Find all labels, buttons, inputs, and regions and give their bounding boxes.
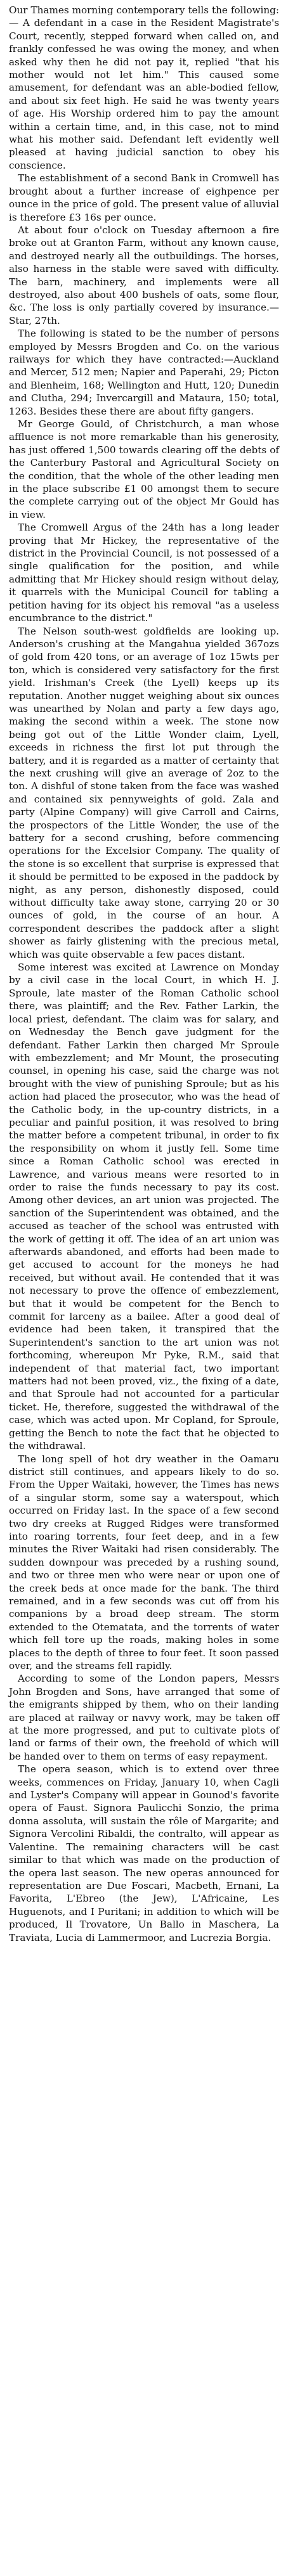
paragraph-cromwell-bank: The establishment of a second Bank in Cromwell has brought about a further increase of eighpence per ounce in the price of gold. The present value of alluvial is therefore £3 16s per ounce. [9,172,279,223]
paragraph-brogden-employees: The following is stated to be the number of persons employed by Messrs Brogden and Co. on the various railways for which they have contracted:—Auckland and Mercer, 512 men; Napier and Paperahi, 29; Picton and Blenheim, 168; Wellington and Hutt, 120; Dunedin and Clutha, 294; Invercargill and Mataura, 150; total, 1263. Besides these there are about fifty gangers. [9,328,279,417]
paragraph-nelson-goldfields: The Nelson south-west goldfields are looking up. Anderson's crushing at the Mangahua yielded 367ozs of gold from 420 tons, or an average of 1oz 15wts per ton, which is considered very satisfactory for the first yield. Irishman's Creek (the Lyell) keeps up its reputation. Another nugget weighing about six ounces was unearthed by Nolan and party a few days ago, making the second within a week. The stone now being got out of the Little Wonder claim, Lyell, exceeds in richness the first lot put through the battery, and it is regarded as a matter of certainty that the next crushing will give an average of 2oz to the ton. A dishful of stone taken from the face was washed and contained six pennyweights of gold. Zala and party (Alpine Company) will give Carroll and Cairns, the prospectors of the Little Wonder, the use of the battery for a second crushing, before commencing operations for the Excelsior Company. The quality of the stone is so excellent that surprise is expressed that it should be permitted to be exposed in the paddock by night, as any person, dishonestly disposed, could without difficulty take away stone, carrying 20 or 30 ounces of gold, in the course of an hour. A correspondent describes the paddock after a slight shower as fairly glistening with the precious metal, which was quite observable a few paces distant. [9,625,279,960]
paragraph-oamaru-weather: The long spell of hot dry weather in the Oamaru district still continues, and appears likely to do so. From the Upper Waitaki, however, the Times has news of a singular storm, some say a waterspout, which occurred on Friday last. In the space of a few second two dry creeks at Rugged Ridges were transformed into roaring torrents, four feet deep, and in a few minutes the River Waitaki had risen considerably. The sudden downpour was preceded by a rushing sound, and two or three men who were near or upon one of the creek beds at once made for the bank. The third remained, and in a few seconds was cut off from his companions by a broad deep stream. The storm extended to the Otematata, and the torrents of water which fell tore up the roads, making holes in some places to the depth of three to four feet. It soon passed over, and the streams fell rapidly. [9,1453,279,1671]
paragraph-thames-case: Our Thames morning contemporary tells the following:— A defendant in a case in the Resident Magistrate's Court, recently, stepped forward when called on, and frankly confessed he was owing the money, and when asked why then he did not pay it, replied "that his mother would not let him." This caused some amusement, for defendant was an able-bodied fellow, and about six feet high. He said he was twenty years of age. His Worship ordered him to pay the amount within a certain time, and, in this case, not to mind what his mother said. Defendant left evidently well pleased at having judicial sanction to obey his conscience. [9,4,279,171]
paragraph-george-gould: Mr George Gould, of Christchurch, a man whose affluence is not more remarkable than his generosity, has just offered 1,500 towards clearing off the debts of the Canterbury Pastoral and Agricultural Society on the condition, that the whole of the other leading men in the place subscribe £1 00 amongst them to secure the complete carrying out of the object Mr Gould has in view. [9,418,279,520]
paragraph-brogden-emigrants: According to some of the London papers, Messrs John Brogden and Sons, have arranged that some of the emigrants shipped by them, who on their landing are placed at railway or navvy work, may be taken off at the more progressed, and put to cultivate plots of land or farms of their own, the freehold of which will be handed over to them on terms of easy repayment. [9,1673,279,1762]
paragraph-opera-season: The opera season, which is to extend over three weeks, commences on Friday, January 10, when Cagli and Lyster's Company will appear in Gounod's favorite opera of Faust. Signora Paulicchi Sonzio, the prima donna assoluta, will sustain the rôle of Margarite; and Signora Vercolini Ribaldi, the contralto, will appear as Valentine. The remaining characters will be cast similar to that which was made on the production of the opera last season. The new operas announced for representation are Due Foscari, Macbeth, Ernani, La Favorita, L'Ebreo (the Jew), L'Africaine, Les Huguenots, and I Puritani; in addition to which will be produced, Il Trovatore, Un Ballo in Maschera, La Traviata, Lucia di Lammermoor, and Lucrezia Borgia. [9,1763,279,1943]
paragraph-granton-fire: At about four o'clock on Tuesday afternoon a fire broke out at Granton Farm, without any known cause, and destroyed nearly all the outbuildings. The horses, also harness in the stable were saved with difficulty. The barn, machinery, and implements were all destroyed, also about 400 bushels of oats, some flour, &c. The loss is only partially covered by insurance.—Star, 27th. [9,224,279,326]
paragraph-lawrence-case: Some interest was excited at Lawrence on Monday by a civil case in the local Court, in which H. J. Sproule, late master of the Roman Catholic school there, was plaintiff; and the Rev. Father Larkin, the local priest, defendant. The claim was for salary, and on Wednesday the Bench gave judgment for the defendant. Father Larkin then charged Mr Sproule with embezzlement; and Mr Mount, the prosecuting counsel, in opening his case, said the charge was not brought with the view of punishing Sproule; but as his action had placed the prosecutor, who was the head of the Catholic body, in the up-country districts, in a peculiar and painful position, it was resolved to bring the matter before a competent tribunal, in order to fix the responsibility on whom it justly fell. Some time since a Roman Catholic school was erected in Lawrence, and various means were resorted to in order to raise the funds necessary to pay its cost. Among other devices, an art union was projected. The sanction of the Superintendent was obtained, and the accused as teacher of the school was entrusted with the work of getting it off. The idea of an art union was afterwards abandoned, and efforts had been made to get accused to account for the moneys he had received, but without avail. He contended that it was not necessary to prove the offence of embezzlement, but that it would be competent for the Bench to commit for larceny as a bailee. After a good deal of evidence had been taken, it transpired that the Superintendent's sanction to the art union was not forthcoming, whereupon Mr Pyke, R.M., said that independent of that material fact, two important matters had not been proved, viz., the fixing of a date, and that Sproule had not accounted for a particular ticket. He, therefore, suggested the withdrawal of the case, which was acted upon. Mr Copland, for Sproule, getting the Bench to note the fact that he objected to the withdrawal. [9,962,279,1452]
paragraph-cromwell-argus: The Cromwell Argus of the 24th has a long leader proving that Mr Hickey, the representative of the district in the Provincial Council, is not possessed of a single qualification for the position, and while admitting that Mr Hickey should resign without delay, it quarrels with the Municipal Council for tabling a petition having for its object his removal "as a useless encumbrance to the district." [9,522,279,624]
